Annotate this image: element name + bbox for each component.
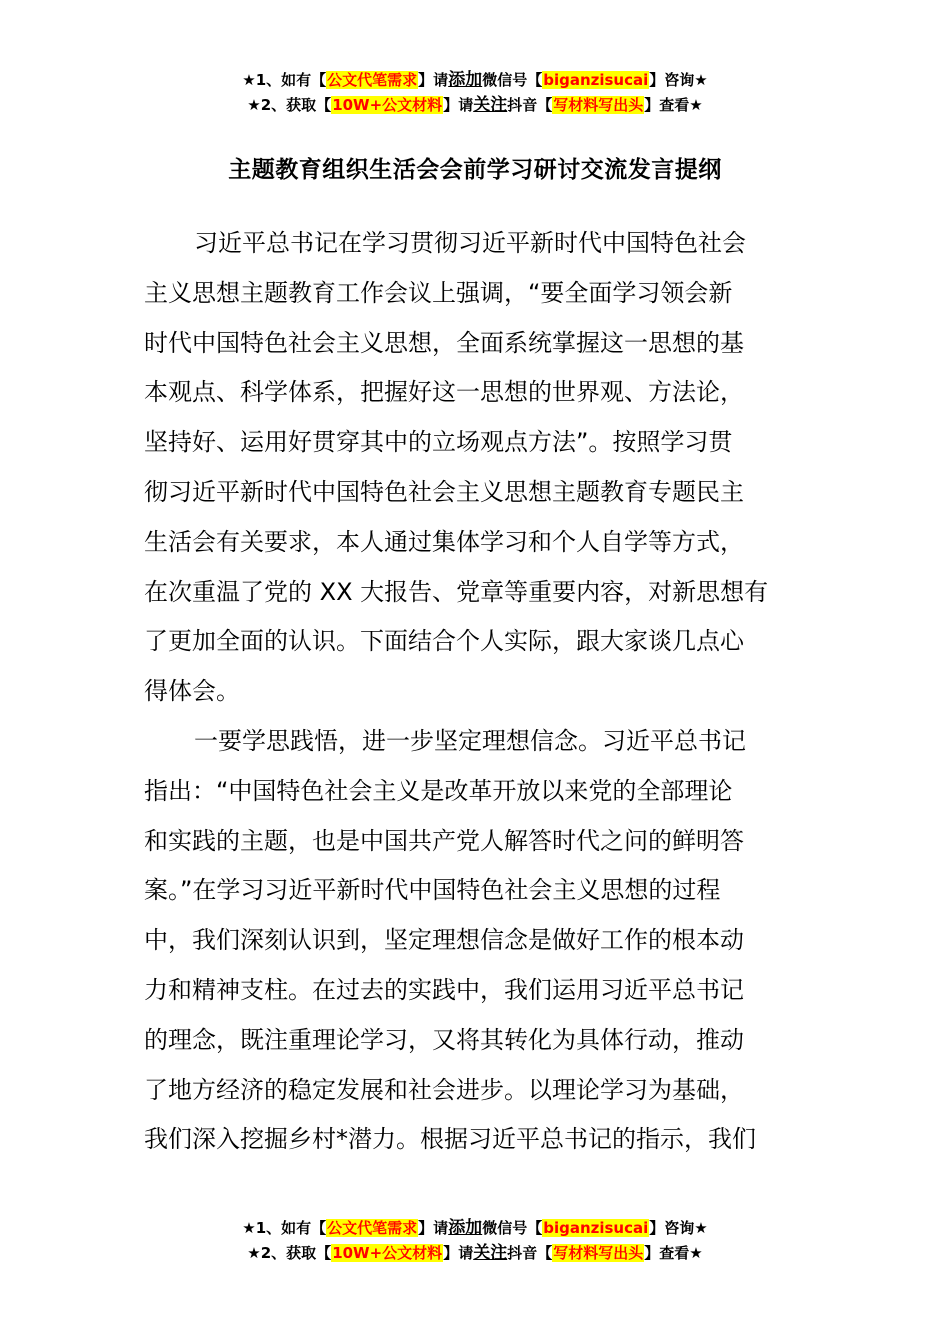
banner-highlight: 公文代笔需求 [327, 1219, 418, 1237]
body-line: 一要学思践悟，进一步坚定理想信念。习近平总书记 [194, 726, 746, 755]
banner-line-1: ★1、如有【公文代笔需求】请添加微信号【biganzisucai】咨询★ [242, 1218, 708, 1238]
body-line: 的理念，既注重理论学习，又将其转化为具体行动，推动 [144, 1025, 744, 1054]
banner-line-1: ★1、如有【公文代笔需求】请添加微信号【biganzisucai】咨询★ [242, 70, 708, 90]
body-line: 在次重温了党的 XX 大报告、党章等重要内容，对新思想有 [144, 577, 769, 606]
banner-highlight: 写材料写出头 [553, 1244, 644, 1262]
body-line: 得体会。 [144, 677, 240, 706]
body-line: 生活会有关要求，本人通过集体学习和个人自学等方式， [144, 527, 744, 556]
body-line: 彻习近平新时代中国特色社会主义思想主题教育专题民主 [144, 477, 744, 506]
banner-line-2: ★2、获取【10W+公文材料】请关注抖音【写材料写出头】查看★ [247, 95, 703, 115]
banner-highlight: 公文代笔需求 [327, 71, 418, 89]
footer-banner [0, 1216, 950, 1266]
document-title: 主题教育组织生活会会前学习研讨交流发言提纲 [228, 157, 722, 183]
body-line: 时代中国特色社会主义思想，全面系统掌握这一思想的基 [144, 328, 744, 357]
body-line: 案。”在学习习近平新时代中国特色社会主义思想的过程 [144, 876, 721, 905]
body-line: 中，我们深刻认识到，坚定理想信念是做好工作的根本动 [144, 926, 744, 955]
body-line: 本观点、科学体系，把握好这一思想的世界观、方法论， [144, 378, 744, 407]
banner-highlight: 写材料写出头 [553, 96, 644, 114]
body-line: 指出：“中国特色社会主义是改革开放以来党的全部理论 [144, 776, 733, 805]
banner-line-2: ★2、获取【10W+公文材料】请关注抖音【写材料写出头】查看★ [247, 1243, 703, 1263]
body-line: 坚持好、运用好贯穿其中的立场观点方法”。按照学习贯 [144, 428, 733, 457]
header-banner [0, 68, 950, 118]
body-line: 主义思想主题教育工作会议上强调，“要全面学习领会新 [144, 278, 733, 307]
body-line: 了更加全面的认识。下面结合个人实际，跟大家谈几点心 [144, 627, 744, 656]
body-line: 和实践的主题，也是中国共产党人解答时代之问的鲜明答 [144, 826, 744, 855]
banner-highlight: 10W+公文材料 [332, 1244, 443, 1262]
banner-highlight: biganzisucai [543, 71, 649, 89]
document-body [144, 219, 806, 1165]
body-line: 了地方经济的稳定发展和社会进步。以理论学习为基础， [144, 1075, 744, 1104]
banner-highlight: biganzisucai [543, 1219, 649, 1237]
body-line: 习近平总书记在学习贯彻习近平新时代中国特色社会 [194, 229, 746, 257]
body-line: 我们深入挖掘乡村*潜力。根据习近平总书记的指示，我们 [144, 1125, 756, 1154]
banner-highlight: 10W+公文材料 [332, 96, 443, 114]
body-line: 力和精神支柱。在过去的实践中，我们运用习近平总书记 [144, 975, 744, 1004]
